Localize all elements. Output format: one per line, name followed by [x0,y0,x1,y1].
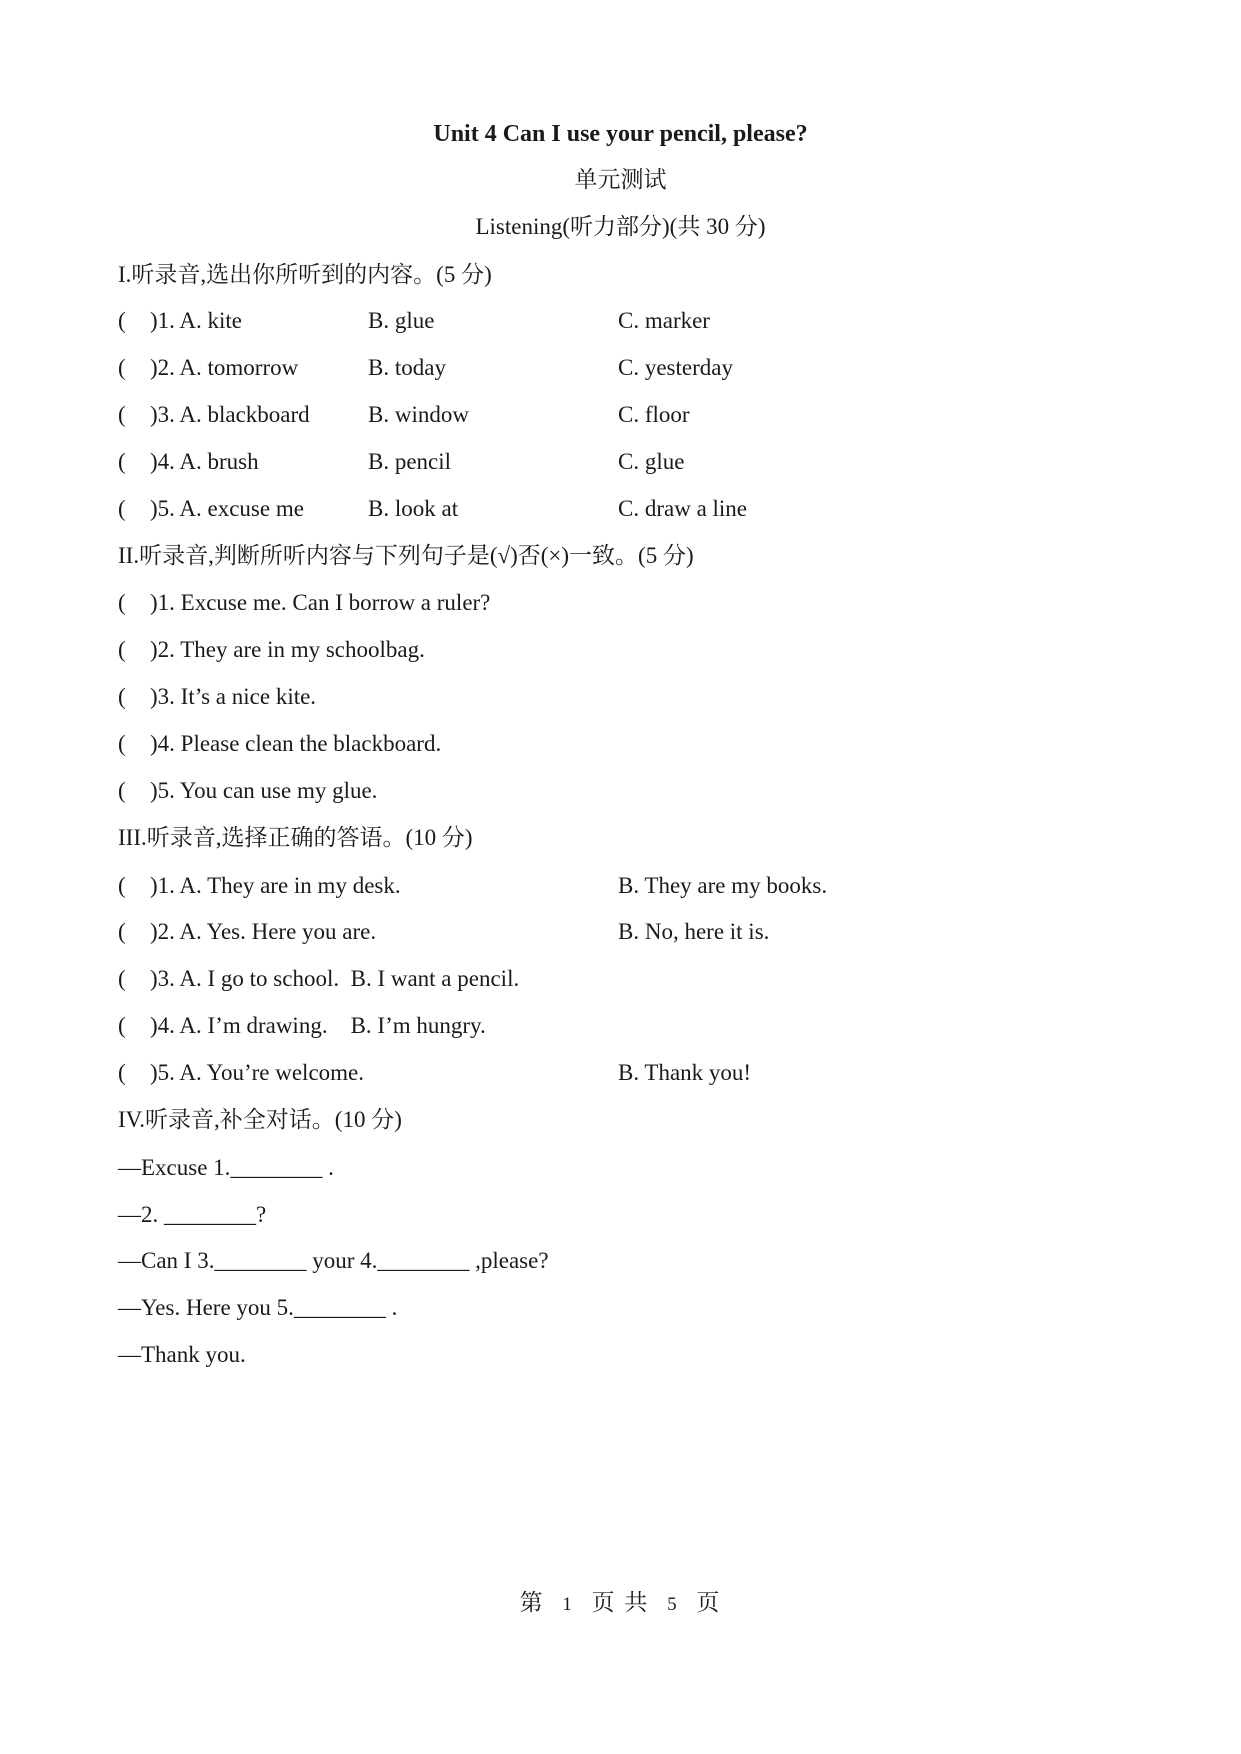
option-a: )5. A. You’re welcome. [150,1060,364,1085]
answer-bracket: ( [118,637,126,662]
option-a: )2. A. tomorrow [150,355,299,380]
part2-question-5 [118,776,1118,806]
part1-question-1 [118,306,1118,336]
option-a: )5. A. excuse me [150,496,304,521]
option-c: C. floor [618,402,690,427]
option-b: B. Thank you! [618,1060,752,1085]
part1-question-4 [118,447,1118,477]
part1-question-2 [118,353,1118,383]
footer-suffix: 页 [696,1590,722,1615]
option-b: B. look at [368,496,459,521]
part3-question-3 [118,964,1118,994]
answer-bracket: ( [118,778,126,803]
option-b: B. glue [368,308,435,333]
footer-prefix: 第 [519,1590,545,1615]
part2-question-1 [118,588,1118,618]
answer-bracket: ( [118,449,126,474]
option-b: B. window [368,402,469,427]
answer-bracket: ( [118,873,126,898]
part3-question-5 [118,1058,1118,1088]
part1-heading: I.听录音,选出你所听到的内容。(5 分) [118,262,492,287]
part3-question-1 [118,871,1118,901]
statement-text: )2. They are in my schoolbag. [150,637,425,662]
statement-text: )5. You can use my glue. [150,778,378,803]
part3-heading: III.听录音,选择正确的答语。(10 分) [118,825,473,850]
page-subtitle: 单元测试 [574,167,667,192]
part3-question-2 [118,917,1118,947]
option-a: )1. A. kite [150,308,242,333]
answer-bracket: ( [118,731,126,756]
answer-bracket: ( [118,355,126,380]
options-inline: )4. A. I’m drawing. B. I’m hungry. [150,1013,486,1038]
option-c: C. yesterday [618,355,733,380]
options-inline: )3. A. I go to school. B. I want a pencil. [150,966,520,991]
answer-bracket: ( [118,1060,126,1085]
option-b: B. pencil [368,449,452,474]
page-footer [0,1584,1241,1617]
dialogue-line-4: —Yes. Here you 5.________ . [118,1295,398,1320]
part2-question-4 [118,729,1118,759]
part2-question-3 [118,682,1118,712]
part1-question-3 [118,400,1118,430]
answer-bracket: ( [118,919,126,944]
dialogue-line-1: —Excuse 1.________ . [118,1155,334,1180]
statement-text: )4. Please clean the blackboard. [150,731,442,756]
answer-bracket: ( [118,496,126,521]
option-b: B. No, here it is. [618,919,770,944]
dialogue-line-5: —Thank you. [118,1342,246,1367]
option-a: )2. A. Yes. Here you are. [150,919,377,944]
part2-question-2 [118,635,1118,665]
current-page-number: 1 [562,1594,574,1615]
answer-bracket: ( [118,1013,126,1038]
part2-heading: II.听录音,判断所听内容与下列句子是(√)否(×)一致。(5 分) [118,543,694,568]
option-c: C. draw a line [618,496,748,521]
answer-bracket: ( [118,308,126,333]
section-title: Listening(听力部分)(共 30 分) [475,214,766,239]
statement-text: )3. It’s a nice kite. [150,684,317,709]
option-b: B. today [368,355,446,380]
answer-bracket: ( [118,590,126,615]
statement-text: )1. Excuse me. Can I borrow a ruler? [150,590,491,615]
total-pages-number: 5 [667,1594,679,1615]
part3-question-4 [118,1011,1118,1041]
dialogue-line-3: —Can I 3.________ your 4.________ ,please? [118,1248,549,1273]
answer-bracket: ( [118,402,126,427]
option-b: B. They are my books. [618,873,828,898]
part1-question-5 [118,494,1118,524]
option-c: C. glue [618,449,685,474]
part4-heading: IV.听录音,补全对话。(10 分) [118,1107,402,1132]
dialogue-line-2: —2. ________? [118,1202,267,1227]
option-a: )4. A. brush [150,449,259,474]
answer-bracket: ( [118,966,126,991]
unit-title: Unit 4 Can I use your pencil, please? [433,121,808,147]
option-a: )3. A. blackboard [150,402,310,427]
option-a: )1. A. They are in my desk. [150,873,401,898]
footer-middle: 页 共 [591,1590,650,1615]
answer-bracket: ( [118,684,126,709]
option-c: C. marker [618,308,710,333]
